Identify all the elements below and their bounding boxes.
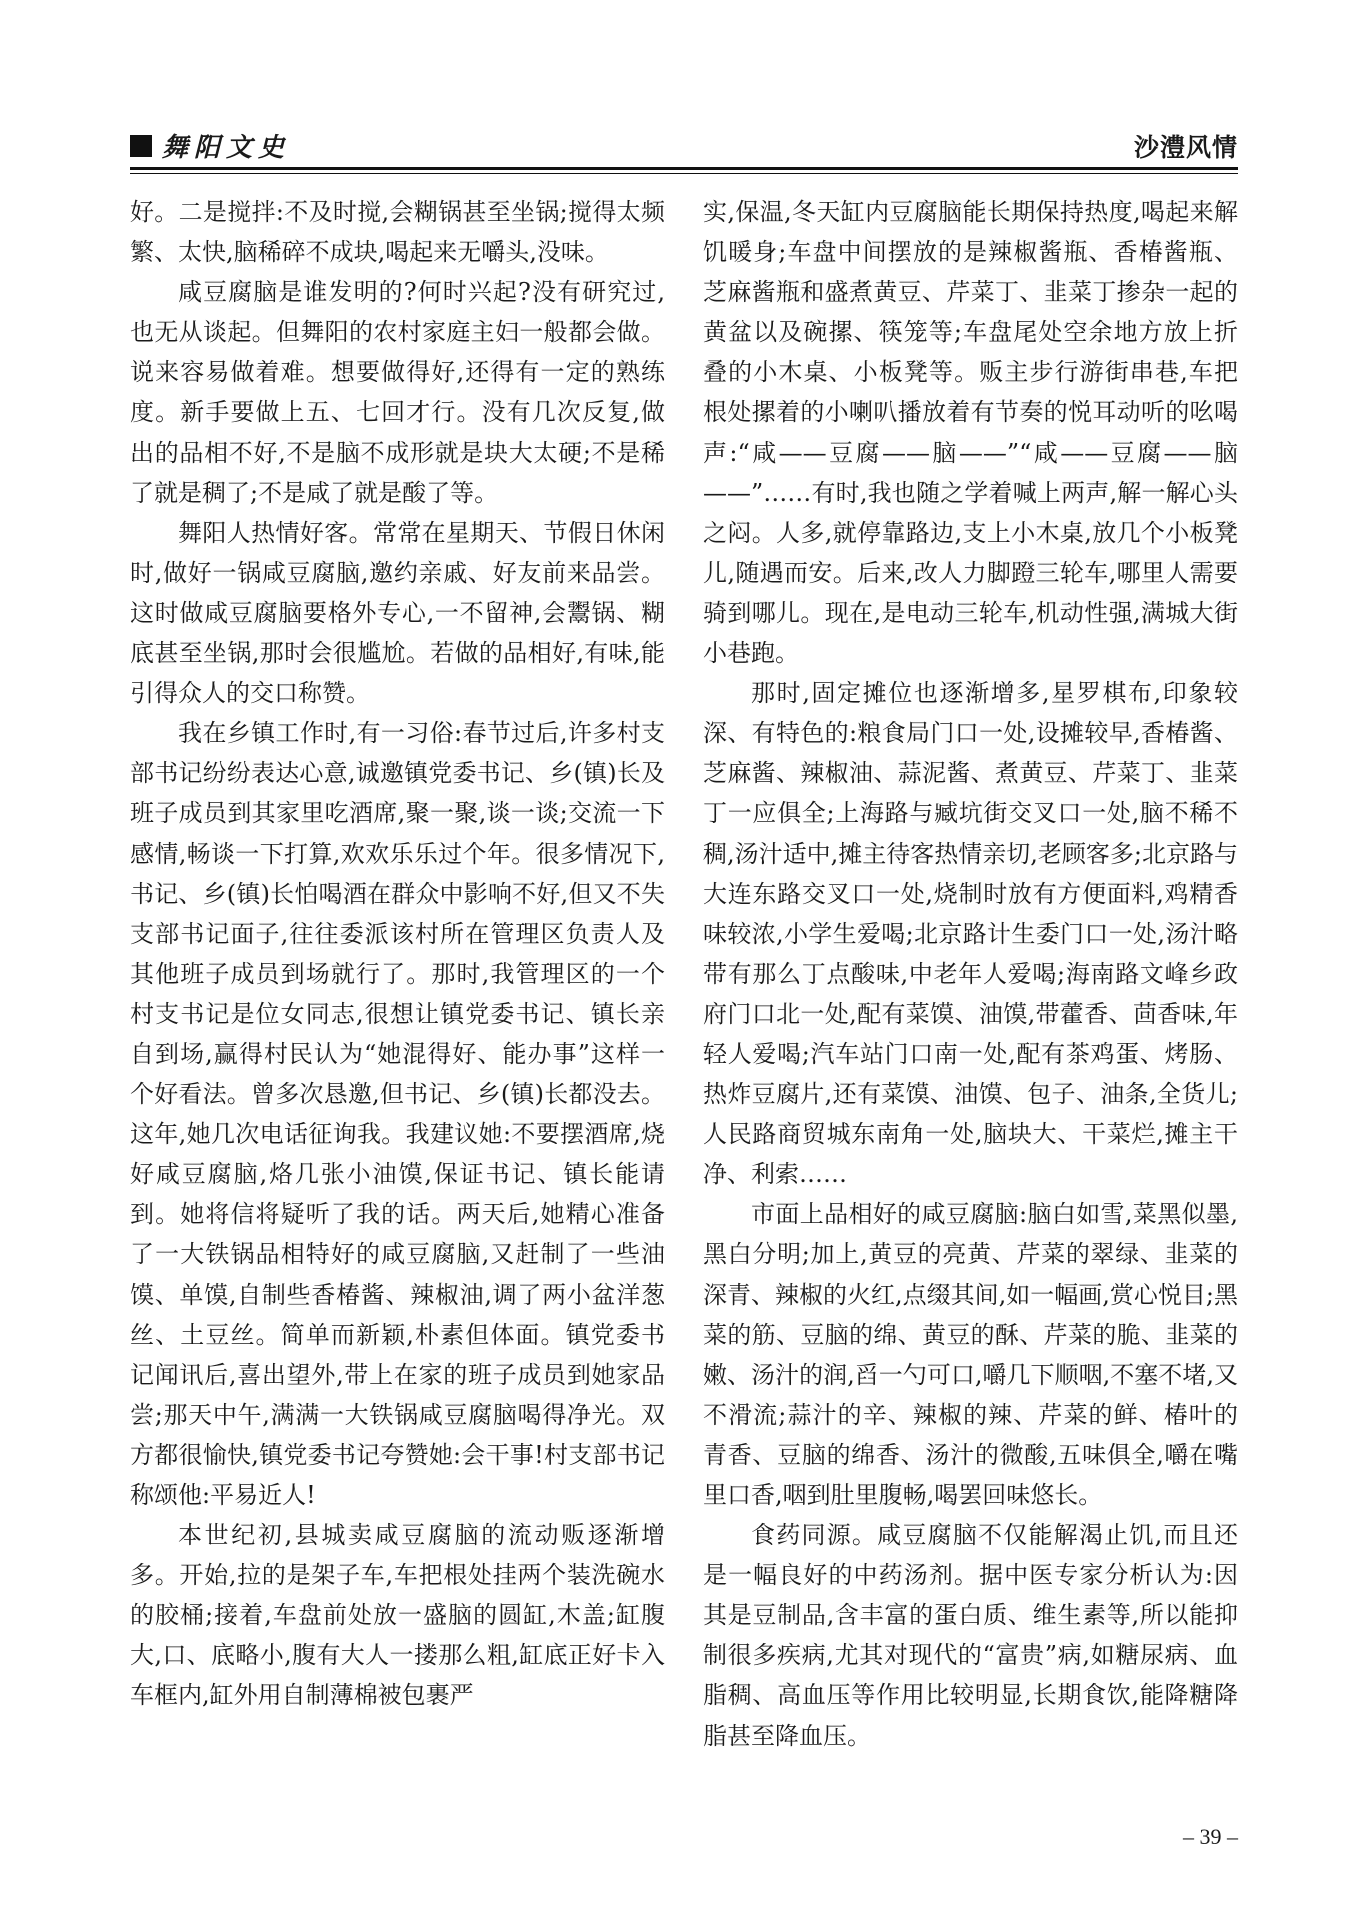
paragraph: 实,保温,冬天缸内豆腐脑能长期保持热度,喝起来解饥暖身;车盘中间摆放的是辣椒酱瓶、香椿酱瓶、芝麻酱瓶和盛煮黄豆、芹菜丁、韭菜丁掺杂一起的黄盆以及碗摞、筷笼等;车盘尾处空余地方放上折叠的小木桌、小板凳等。贩主步行游街串巷,车把根处摞着的小喇叭播放着有节奏的悦耳动听的吆喝声:“咸——豆腐——脑——”“咸——豆腐——脑——”……有时,我也随之学着喊上两声,解一解心头之闷。人多,就停靠路边,支上小木桌,放几个小板凳儿,随遇而安。后来,改人力脚蹬三轮车,哪里人需要骑到哪儿。现在,是电动三轮车,机动性强,满城大街小巷跑。 xyxy=(703,198,1238,668)
page-number: – 39 – xyxy=(1183,1824,1238,1849)
paragraph: 咸豆腐脑是谁发明的?何时兴起?没有研究过,也无从谈起。但舞阳的农村家庭主妇一般都会做。说来容易做着难。想要做得好,还得有一定的熟练度。新手要做上五、七回才行。没有几次反复,做出的品相不好,不是脑不成形就是块大太硬;不是稀了就是稠了;不是咸了就是酸了等。 xyxy=(130,278,665,507)
paragraph: 本世纪初,县城卖咸豆腐脑的流动贩逐渐增多。开始,拉的是架子车,车把根处挂两个装洗碗水的胶桶;接着,车盘前处放一盛脑的圆缸,木盖;缸腹大,口、底略小,腹有大人一搂那么粗,缸底正好卡入车框内,缸外用自制薄棉被包裹严 xyxy=(130,1521,665,1710)
paragraph: 市面上品相好的咸豆腐脑:脑白如雪,菜黑似墨,黑白分明;加上,黄豆的亮黄、芹菜的翠绿、韭菜的深青、辣椒的火红,点缀其间,如一幅画,赏心悦目;黑菜的筋、豆脑的绵、黄豆的酥、芹菜的脆、韭菜的嫩、汤汁的润,舀一勺可口,嚼几下顺咽,不塞不堵,又不滑流;蒜汁的辛、辣椒的辣、芹菜的鲜、椿叶的青香、豆脑的绵香、汤汁的微酸,五味俱全,嚼在嘴里口香,咽到肚里腹畅,喝罢回味悠长。 xyxy=(703,1200,1238,1509)
paragraph: 食药同源。咸豆腐脑不仅能解渴止饥,而且还是一幅良好的中药汤剂。据中医专家分析认为:因其是豆制品,含丰富的蛋白质、维生素等,所以能抑制很多疾病,尤其对现代的“富贵”病,如糖尿病、血脂稠、高血压等作用比较明显,长期食饮,能降糖降脂甚至降血压。 xyxy=(703,1521,1238,1750)
paragraph: 我在乡镇工作时,有一习俗:春节过后,许多村支部书记纷纷表达心意,诚邀镇党委书记、乡(镇)长及班子成员到其家里吃酒席,聚一聚,谈一谈;交流一下感情,畅谈一下打算,欢欢乐乐过个年。很多情况下,书记、乡(镇)长怕喝酒在群众中影响不好,但又不失支部书记面子,往往委派该村所在管理区负责人及其他班子成员到场就行了。那时,我管理区的一个村支书记是位女同志,很想让镇党委书记、镇长亲自到场,赢得村民认为“她混得好、能办事”这样一个好看法。曾多次恳邀,但书记、乡(镇)长都没去。这年,她几次电话征询我。我建议她:不要摆酒席,烧好咸豆腐脑,烙几张小油馍,保证书记、镇长能请到。她将信将疑听了我的话。两天后,她精心准备了一大铁锅品相特好的咸豆腐脑,又赶制了一些油馍、单馍,自制些香椿酱、辣椒油,调了两小盆洋葱丝、土豆丝。简单而新颖,朴素但体面。镇党委书记闻讯后,喜出望外,带上在家的班子成员到她家品尝;那天中午,满满一大铁锅咸豆腐脑喝得净光。双方都很愉快,镇党委书记夸赞她:会干事!村支部书记称颂他:平易近人! xyxy=(130,719,665,1509)
section-title: 沙澧风情 xyxy=(1133,133,1238,162)
paragraph: 好。二是搅拌:不及时搅,会糊锅甚至坐锅;搅得太频繁、太快,脑稀碎不成块,喝起来无嚼头,没味。 xyxy=(130,198,665,267)
paragraph: 那时,固定摊位也逐渐增多,星罗棋布,印象较深、有特色的:粮食局门口一处,设摊较早,香椿酱、芝麻酱、辣椒油、蒜泥酱、煮黄豆、芹菜丁、韭菜丁一应俱全;上海路与臧坑街交叉口一处,脑不稀不稠,汤汁适中,摊主待客热情亲切,老顾客多;北京路与大连东路交叉口一处,烧制时放有方便面料,鸡精香味较浓,小学生爱喝;北京路计生委门口一处,汤汁略带有那么丁点酸味,中老年人爱喝;海南路文峰乡政府门口北一处,配有菜馍、油馍,带藿香、茴香味,年轻人爱喝;汽车站门口南一处,配有茶鸡蛋、烤肠、热炸豆腐片,还有菜馍、油馍、包子、油条,全货儿;人民路商贸城东南角一处,脑块大、干菜烂,摊主干净、利索…… xyxy=(703,679,1238,1189)
right-column xyxy=(703,192,1238,1756)
left-column xyxy=(130,192,665,1716)
journal-title: 舞阳文史 xyxy=(162,133,291,163)
header-square-icon xyxy=(130,135,152,157)
header-rule-thin xyxy=(130,173,1238,174)
header-rule-thick xyxy=(130,167,1238,170)
paragraph: 舞阳人热情好客。常常在星期天、节假日休闲时,做好一锅咸豆腐脑,邀约亲戚、好友前来品尝。这时做咸豆腐脑要格外专心,一不留神,会鬻锅、糊底甚至坐锅,那时会很尴尬。若做的品相好,有味,能引得众人的交口称赞。 xyxy=(130,518,665,708)
page-header xyxy=(130,124,1238,164)
header-left xyxy=(130,127,290,164)
